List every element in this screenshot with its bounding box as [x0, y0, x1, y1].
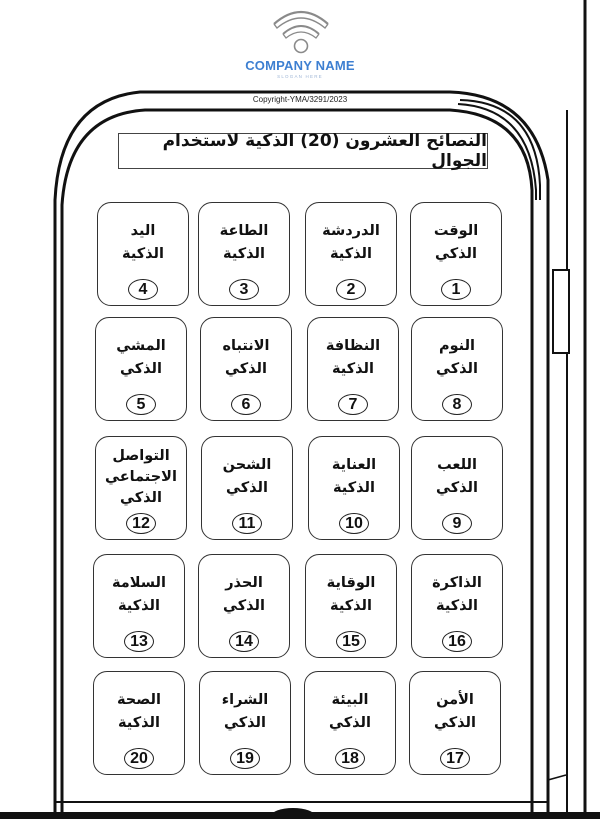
tip-subtitle: الذكي — [435, 246, 477, 262]
tip-subtitle: الذكية — [118, 598, 160, 614]
tip-subtitle: الذكية — [118, 715, 160, 731]
tip-card-6 — [200, 317, 292, 421]
tip-subtitle: الذكية — [330, 246, 372, 262]
tip-number: 16 — [442, 631, 472, 652]
tip-number: 9 — [442, 513, 472, 534]
company-name: COMPANY NAME — [245, 58, 355, 73]
tip-subtitle: الذكي — [436, 361, 478, 377]
tip-number: 1 — [441, 279, 471, 300]
tip-subtitle: الذكية — [223, 246, 265, 262]
tip-card-18 — [304, 671, 396, 775]
tip-title: الانتباه — [222, 338, 270, 354]
tip-card-3 — [198, 202, 290, 306]
tip-card-16 — [411, 554, 503, 658]
tip-title: العناية — [331, 457, 377, 473]
tip-number: 19 — [230, 748, 260, 769]
tip-number: 20 — [124, 748, 154, 769]
tip-subtitle: الذكية — [332, 361, 374, 377]
tip-title: المشي — [116, 338, 166, 354]
tip-subtitle: الذكي — [225, 361, 267, 377]
tip-card-19 — [199, 671, 291, 775]
tip-card-8 — [411, 317, 503, 421]
tip-title: النظافة — [325, 338, 381, 354]
tip-subtitle: الذكية — [436, 598, 478, 614]
tip-title: الصحة — [117, 692, 161, 708]
tip-subtitle: الذكي — [120, 489, 162, 506]
tip-card-15 — [305, 554, 397, 658]
tip-title: اليد — [130, 223, 156, 239]
tip-title: الذاكرة — [432, 575, 482, 591]
tip-number: 12 — [126, 513, 156, 534]
tip-number: 7 — [338, 394, 368, 415]
tip-subtitle: الذكية — [122, 246, 164, 262]
tip-title-line2: الاجتماعي — [105, 468, 177, 485]
tip-card-20 — [93, 671, 185, 775]
tip-number: 10 — [339, 513, 369, 534]
tip-card-12 — [95, 436, 187, 540]
slogan: SLOGAN HERE — [277, 74, 323, 79]
tip-title: الطاعة — [219, 223, 269, 239]
tip-subtitle: الذكي — [226, 480, 268, 496]
tip-subtitle: الذكي — [120, 361, 162, 377]
tip-subtitle: الذكي — [434, 715, 476, 731]
tip-card-11 — [201, 436, 293, 540]
tip-card-1 — [410, 202, 502, 306]
tip-title: الأمن — [436, 692, 474, 708]
tip-number: 14 — [229, 631, 259, 652]
copyright-text: Copyright-YMA/3291/2023 — [252, 95, 348, 104]
tip-title: الحذر — [225, 575, 263, 591]
tip-card-17 — [409, 671, 501, 775]
tip-title: الوقاية — [326, 575, 376, 591]
tip-subtitle: الذكية — [333, 480, 375, 496]
tip-subtitle: الذكي — [223, 598, 265, 614]
tip-card-14 — [198, 554, 290, 658]
tip-subtitle: الذكية — [330, 598, 372, 614]
side-button — [553, 270, 569, 353]
tip-card-5 — [95, 317, 187, 421]
tip-number: 2 — [336, 279, 366, 300]
tip-subtitle: الذكي — [436, 480, 478, 496]
tip-card-2 — [305, 202, 397, 306]
tip-title: اللعب — [437, 457, 477, 473]
title-box — [118, 133, 488, 169]
tip-number: 4 — [128, 279, 158, 300]
page-title: النصائح العشرون (20) الذكية لاستخدام الجوال — [162, 131, 487, 171]
tip-number: 11 — [232, 513, 262, 534]
tip-title: الشراء — [221, 692, 269, 708]
tip-title: النوم — [438, 338, 476, 354]
tip-subtitle: الذكي — [329, 715, 371, 731]
tip-number: 18 — [335, 748, 365, 769]
tip-card-10 — [308, 436, 400, 540]
tip-title: السلامة — [112, 575, 166, 591]
tip-title: الوقت — [433, 223, 479, 239]
tip-card-4 — [97, 202, 189, 306]
tip-number: 3 — [229, 279, 259, 300]
tip-number: 15 — [336, 631, 366, 652]
tip-card-9 — [411, 436, 503, 540]
tip-number: 13 — [124, 631, 154, 652]
tip-number: 17 — [440, 748, 470, 769]
tip-title: التواصل — [112, 447, 170, 464]
tip-number: 5 — [126, 394, 156, 415]
tip-card-7 — [307, 317, 399, 421]
tip-title: الدردشة — [322, 223, 380, 239]
tip-number: 8 — [442, 394, 472, 415]
tip-title: البيئة — [331, 692, 369, 708]
tip-title: الشحن — [222, 457, 272, 473]
tip-card-13 — [93, 554, 185, 658]
tip-subtitle: الذكي — [224, 715, 266, 731]
tip-number: 6 — [231, 394, 261, 415]
